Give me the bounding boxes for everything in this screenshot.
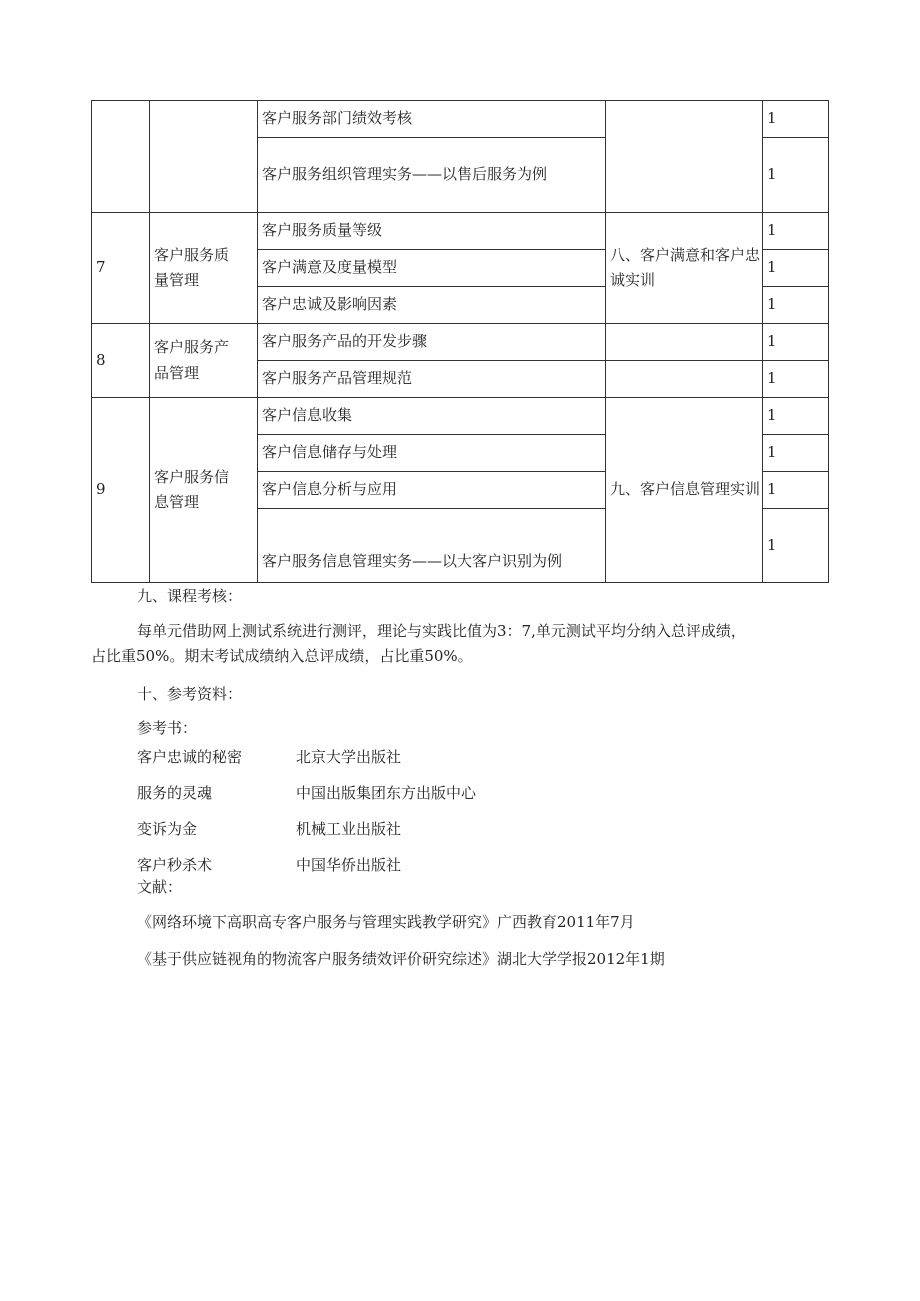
topic-cell: 客户信息收集 [258, 398, 606, 435]
hours-cell: 1 [763, 509, 829, 583]
practice-cell [606, 324, 763, 361]
hours-cell: 1 [763, 435, 829, 472]
table-row [92, 324, 829, 361]
book-publisher: 北京大学出版社 [296, 748, 402, 766]
paper-citation: 《网络环境下高职高专客户服务与管理实践教学研究》广西教育2011年7月 [137, 913, 635, 931]
topic-cell: 客户服务信息管理实务——以大客户识别为例 [258, 509, 606, 583]
course-schedule-table [91, 100, 829, 583]
assessment-heading: 九、课程考核： [137, 587, 243, 605]
topic-cell: 客户服务部门绩效考核 [258, 101, 606, 138]
paper-citation: 《基于供应链视角的物流客户服务绩效评价研究综述》湖北大学学报2012年1期 [137, 950, 665, 968]
hours-cell: 1 [763, 138, 829, 213]
topic-cell: 客户服务质量等级 [258, 213, 606, 250]
module-name [150, 101, 258, 213]
book-title: 服务的灵魂 [137, 784, 213, 802]
hours-cell: 1 [763, 361, 829, 398]
row-number: 8 [92, 324, 150, 398]
assessment-text-line-2: 占比重50%。期末考试成绩纳入总评成绩，占比重50%。 [91, 647, 473, 665]
topic-cell: 客户服务产品管理规范 [258, 361, 606, 398]
hours-cell: 1 [763, 398, 829, 435]
topic-cell: 客户满意及度量模型 [258, 250, 606, 287]
table-row [92, 398, 829, 435]
module-name: 客户服务产品管理 [150, 324, 258, 398]
books-label: 参考书： [137, 719, 198, 737]
book-publisher: 机械工业出版社 [296, 820, 402, 838]
topic-cell: 客户服务产品的开发步骤 [258, 324, 606, 361]
book-publisher: 中国华侨出版社 [296, 856, 402, 874]
topic-cell: 客户服务组织管理实务——以售后服务为例 [258, 138, 606, 213]
practice-cell [606, 101, 763, 213]
hours-cell: 1 [763, 324, 829, 361]
module-name: 客户服务质量管理 [150, 213, 258, 324]
hours-cell: 1 [763, 101, 829, 138]
book-title: 客户秒杀术 [137, 856, 213, 874]
hours-cell: 1 [763, 287, 829, 324]
module-name: 客户服务信息管理 [150, 398, 258, 583]
row-number: 7 [92, 213, 150, 324]
topic-cell: 客户忠诚及影响因素 [258, 287, 606, 324]
book-title: 变诉为金 [137, 820, 198, 838]
table-row [92, 213, 829, 250]
book-title: 客户忠诚的秘密 [137, 748, 243, 766]
hours-cell: 1 [763, 250, 829, 287]
row-number: 9 [92, 398, 150, 583]
topic-cell: 客户信息储存与处理 [258, 435, 606, 472]
topic-cell: 客户信息分析与应用 [258, 472, 606, 509]
hours-cell: 1 [763, 213, 829, 250]
row-number [92, 101, 150, 213]
papers-label: 文献： [137, 878, 183, 896]
assessment-text-line-1: 每单元借助网上测试系统进行测评，理论与实践比值为3：7,单元测试平均分纳入总评成绩， [137, 622, 746, 640]
practice-cell [606, 361, 763, 398]
table-row [92, 101, 829, 138]
practice-cell: 九、客户信息管理实训 [606, 398, 763, 583]
book-publisher: 中国出版集团东方出版中心 [296, 784, 477, 802]
hours-cell: 1 [763, 472, 829, 509]
references-heading: 十、参考资料： [137, 685, 243, 703]
practice-cell: 八、客户满意和客户忠诚实训 [606, 213, 763, 324]
